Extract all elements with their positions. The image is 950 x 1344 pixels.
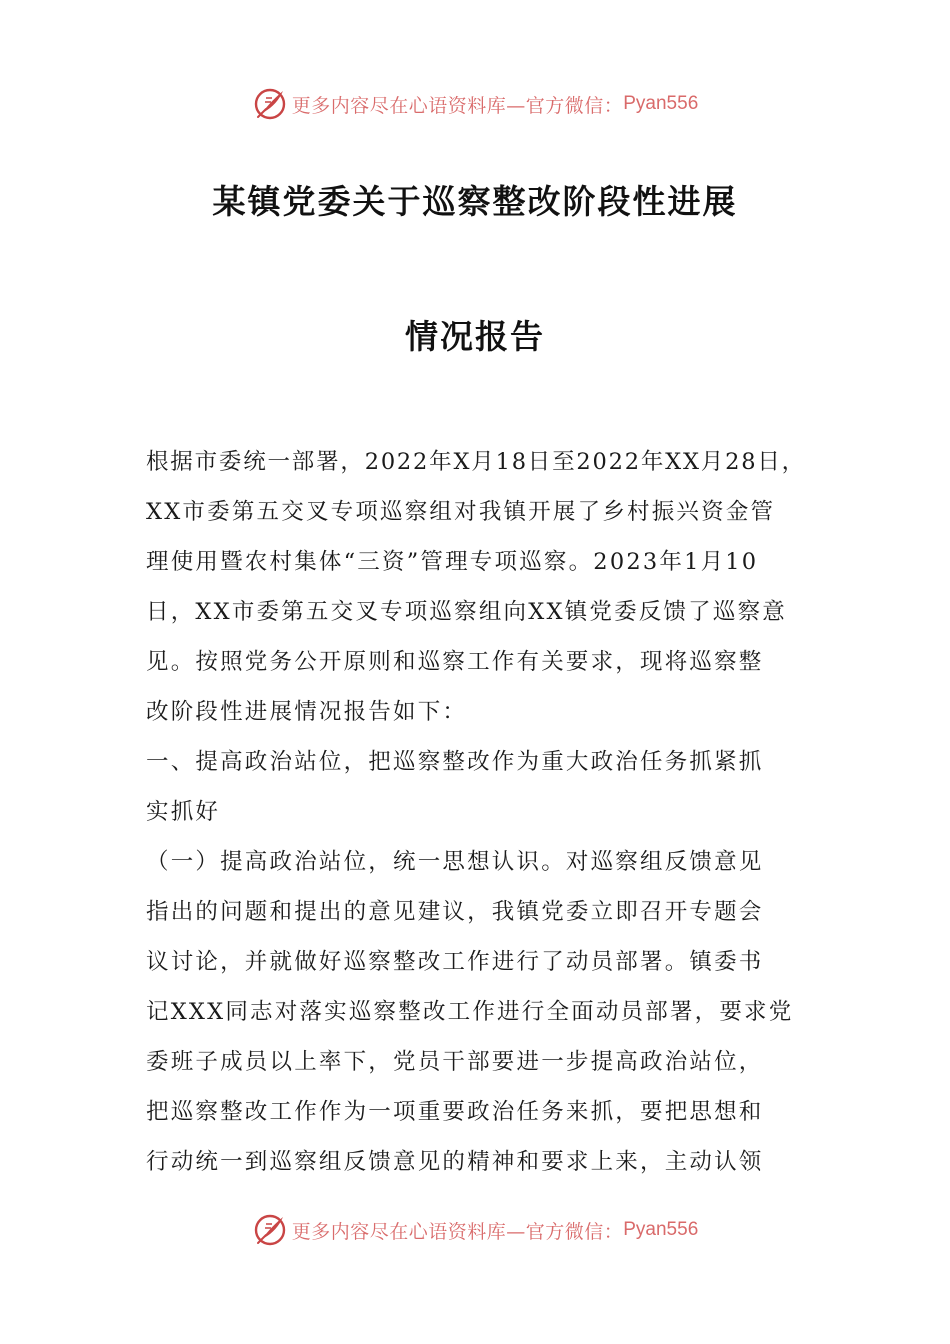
quill-logo-icon (252, 86, 288, 122)
watermark-wechat-id: Pyan556 (623, 93, 699, 114)
quill-logo-icon (252, 1212, 288, 1248)
watermark-wechat-id: Pyan556 (623, 1219, 699, 1240)
body-line: 理使用暨农村集体“三资”管理专项巡察。2023年1月10 (146, 549, 759, 575)
document-body (146, 437, 808, 1187)
body-line: XX市委第五交叉专项巡察组对我镇开展了乡村振兴资金管 (146, 499, 776, 525)
body-line: 行动统一到巡察组反馈意见的精神和要求上来，主动认领 (146, 1149, 764, 1175)
document-title-line-2: 情况报告 (405, 317, 545, 356)
body-line: 根据市委统一部署，2022年X月18日至2022年XX月28日， (146, 449, 806, 475)
watermark-text: 更多内容尽在心语资料库—官方微信： (291, 1220, 624, 1243)
watermark-banner-bottom (0, 1208, 950, 1252)
body-line: 议讨论，并就做好巡察整改工作进行了动员部署。镇委书 (146, 949, 764, 975)
watermark-text: 更多内容尽在心语资料库—官方微信： (291, 94, 624, 117)
document-title-line-1: 某镇党委关于巡察整改阶段性进展 (212, 182, 738, 221)
body-line: 记XXX同志对落实巡察整改工作进行全面动员部署，要求党 (146, 999, 794, 1025)
body-line: 指出的问题和提出的意见建议，我镇党委立即召开专题会 (146, 899, 764, 925)
body-line: 改阶段性进展情况报告如下： (146, 699, 468, 725)
body-line: 日，XX市委第五交叉专项巡察组向XX镇党委反馈了巡察意 (146, 599, 787, 625)
watermark-banner-top (0, 82, 950, 126)
body-line: 见。按照党务公开原则和巡察工作有关要求，现将巡察整 (146, 649, 764, 675)
section-heading: 一、提高政治站位，把巡察整改作为重大政治任务抓紧抓 (146, 749, 764, 775)
body-line: （一）提高政治站位，统一思想认识。对巡察组反馈意见 (146, 849, 764, 875)
body-line: 把巡察整改工作作为一项重要政治任务来抓，要把思想和 (146, 1099, 764, 1125)
body-line: 委班子成员以上率下，党员干部要进一步提高政治站位， (146, 1049, 764, 1075)
section-heading: 实抓好 (146, 799, 221, 825)
